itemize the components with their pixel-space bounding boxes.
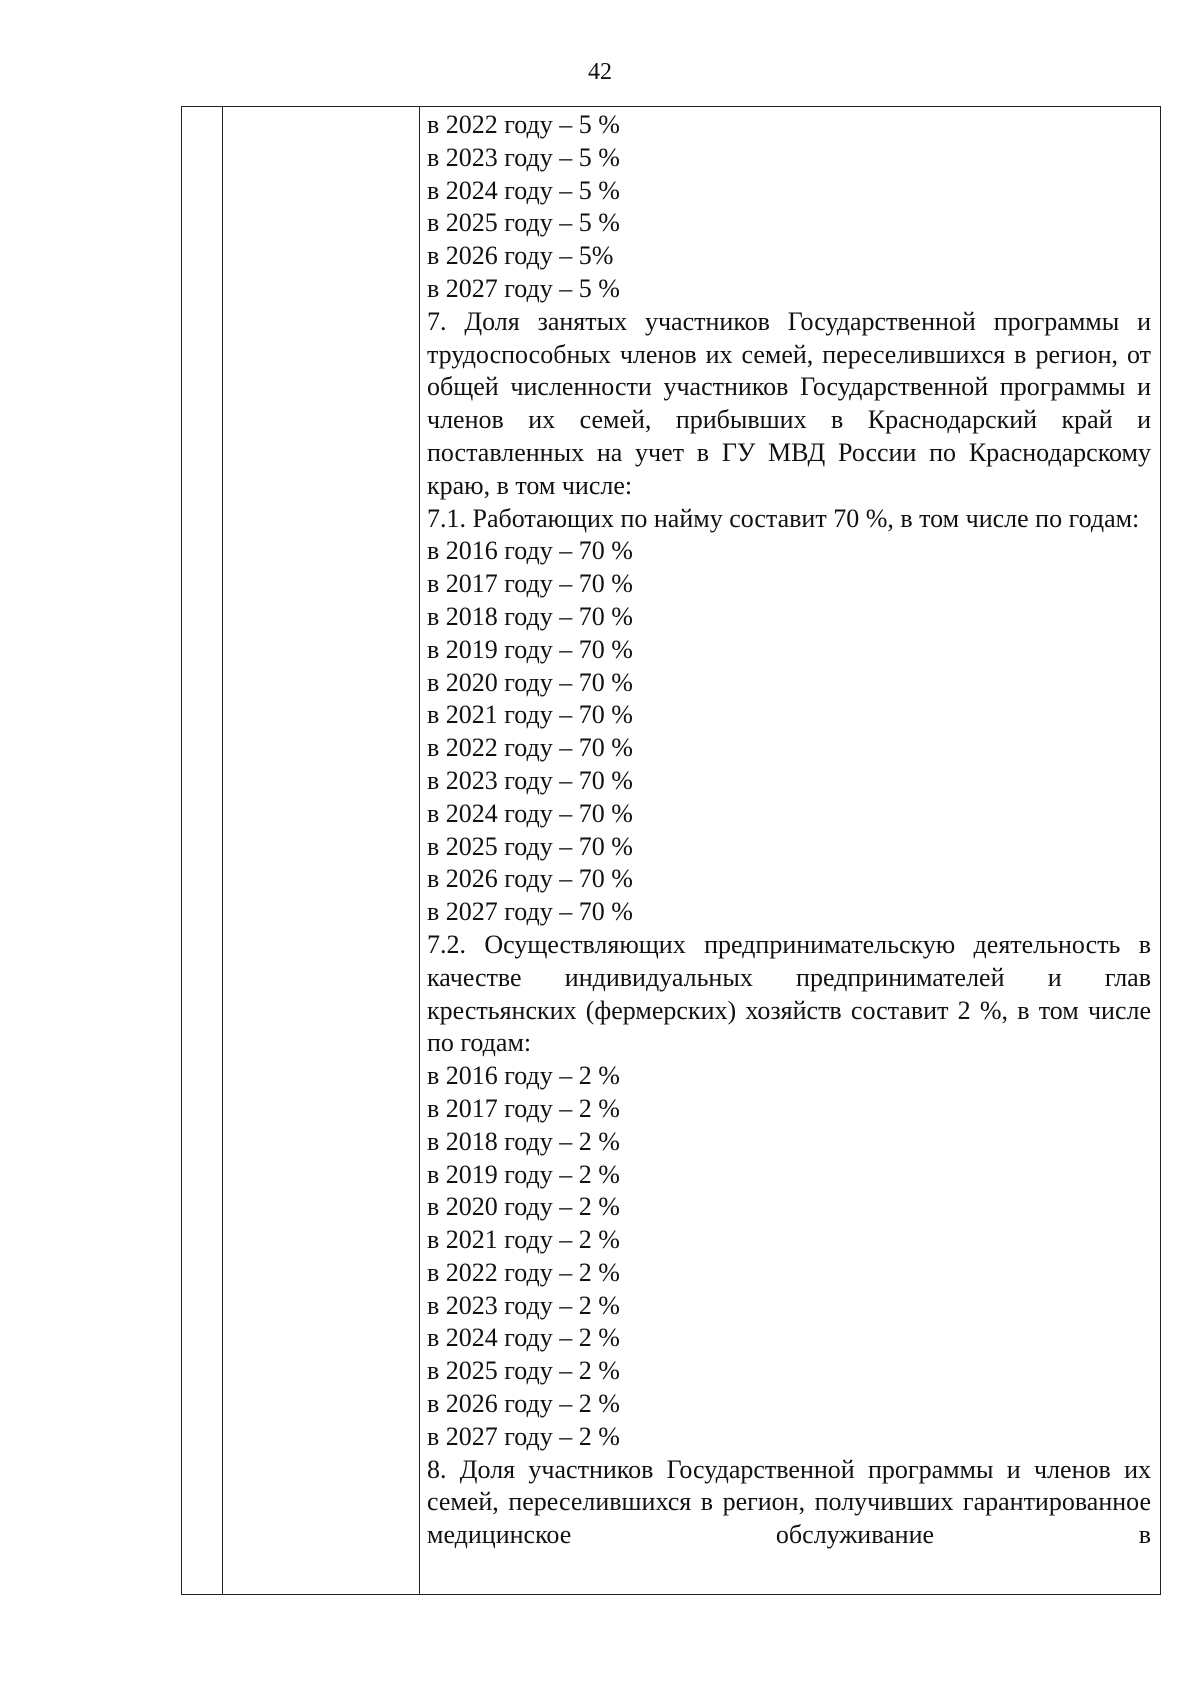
- item-7-2-paragraph: 7.2. Осуществляющих предпринимательскую деятельность в качестве индивидуальных предпринимателей и глав крестьянских (фермерских) хозяйств составит 2 %, в том числе по годам:: [427, 929, 1151, 1058]
- year-line: в 2022 году – 5 %: [427, 110, 620, 139]
- content-cell: [427, 109, 1151, 1552]
- column-divider-2: [419, 107, 420, 1594]
- year-line: в 2023 году – 2 %: [427, 1290, 620, 1320]
- year-line: в 2019 году – 70 %: [427, 634, 633, 664]
- year-line: в 2027 году – 2 %: [427, 1421, 620, 1451]
- year-line: в 2020 году – 70 %: [427, 667, 633, 697]
- year-line: в 2026 году – 70 %: [427, 864, 633, 894]
- year-line: в 2025 году – 2 %: [427, 1356, 620, 1386]
- document-table: [181, 106, 1161, 1595]
- year-line: в 2025 году – 5 %: [427, 208, 620, 238]
- year-line: в 2026 году – 5%: [427, 241, 614, 271]
- year-line: в 2027 году – 70 %: [427, 897, 633, 927]
- year-line: в 2025 году – 70 %: [427, 831, 633, 861]
- item-7-1-paragraph: 7.1. Работающих по найму составит 70 %, в том числе по годам:: [427, 503, 1140, 533]
- year-line: в 2024 году – 2 %: [427, 1323, 620, 1353]
- year-line: в 2024 году – 5 %: [427, 175, 620, 205]
- year-line: в 2020 году – 2 %: [427, 1192, 620, 1222]
- item-7-2-year-list: [427, 1060, 1151, 1454]
- section-6-year-list: [427, 109, 1151, 306]
- year-line: в 2019 году – 2 %: [427, 1159, 620, 1189]
- column-divider-1: [222, 107, 223, 1594]
- year-line: в 2017 году – 70 %: [427, 569, 633, 599]
- year-line: в 2021 году – 70 %: [427, 700, 633, 730]
- year-line: в 2016 году – 2 %: [427, 1061, 620, 1091]
- year-line: в 2026 году – 2 %: [427, 1389, 620, 1419]
- year-line: в 2018 году – 2 %: [427, 1126, 620, 1156]
- item-8-paragraph: 8. Доля участников Государственной программы и членов их семей, переселившихся в регион, получивших гарантированное медицинское обслуживание в: [427, 1454, 1151, 1550]
- year-line: в 2023 году – 70 %: [427, 765, 633, 795]
- year-line: в 2027 году – 5 %: [427, 273, 620, 303]
- year-line: в 2023 году – 5 %: [427, 142, 620, 172]
- page-number: 42: [588, 59, 612, 85]
- year-line: в 2016 году – 70 %: [427, 536, 633, 566]
- year-line: в 2018 году – 70 %: [427, 601, 633, 631]
- year-line: в 2024 году – 70 %: [427, 798, 633, 828]
- year-line: в 2022 году – 70 %: [427, 733, 633, 763]
- year-line: в 2022 году – 2 %: [427, 1257, 620, 1287]
- item-7-1-year-list: [427, 535, 1151, 929]
- item-7-paragraph: 7. Доля занятых участников Государственной программы и трудоспособных членов их семей, переселившихся в регион, от общей численности участников Государственной программы и членов их семей, прибывших в Краснодарский край и поставленных на учет в ГУ МВД России по Краснодарскому краю, в том числе:: [427, 306, 1151, 500]
- year-line: в 2021 году – 2 %: [427, 1225, 620, 1255]
- year-line: в 2017 году – 2 %: [427, 1093, 620, 1123]
